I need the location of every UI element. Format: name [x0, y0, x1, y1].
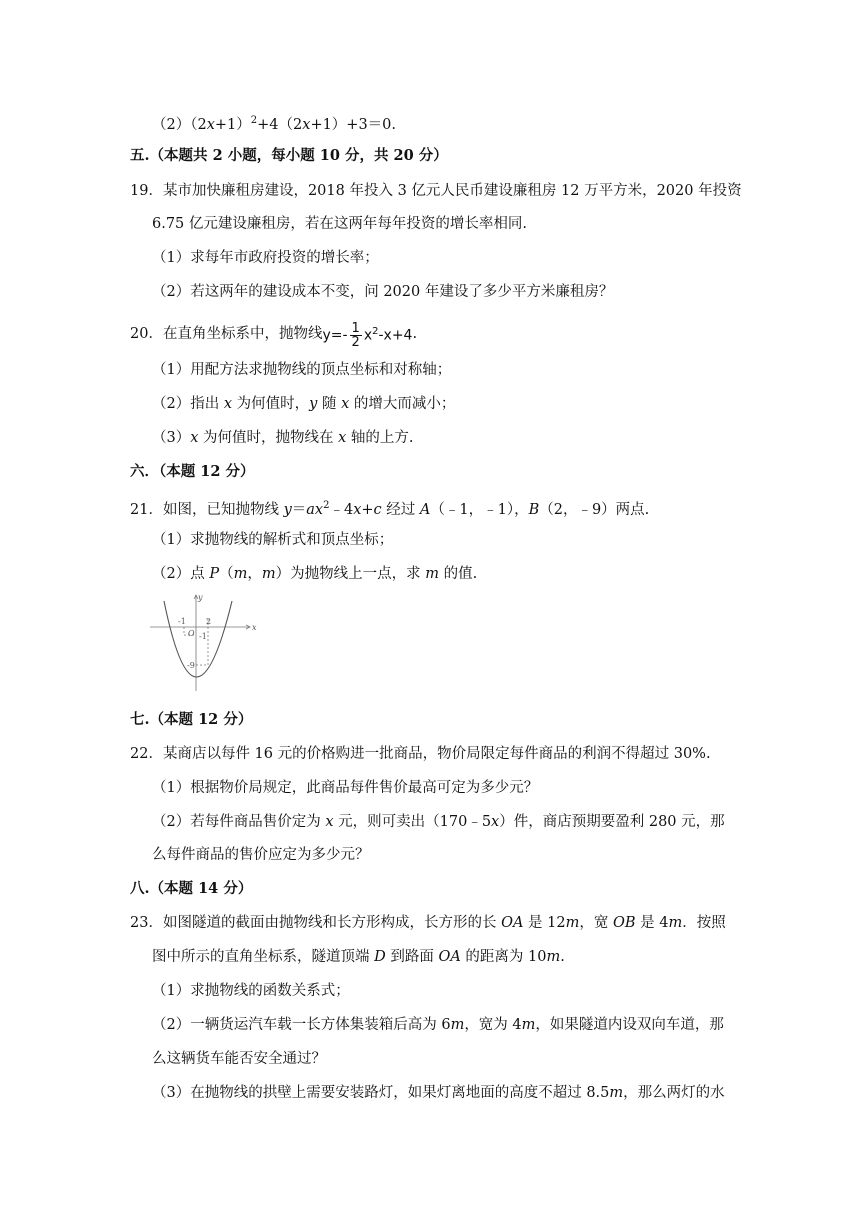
- text: （: [219, 566, 234, 582]
- var-x: x: [302, 116, 311, 133]
- q18-text-c: +4（2: [257, 116, 303, 133]
- q22-part2: [152, 812, 725, 832]
- text: ．按照: [682, 915, 726, 931]
- q23-part1: （1）求抛物线的函数关系式；: [152, 983, 350, 999]
- point-a: A: [419, 501, 431, 518]
- q21-stem: [130, 496, 649, 520]
- unit-m: m: [609, 1085, 624, 1101]
- point-b: B: [528, 501, 540, 518]
- var-y: y: [309, 396, 318, 412]
- text: 到路面: [385, 949, 439, 965]
- unit-m: m: [521, 1017, 536, 1033]
- q19-part1: （1）求每年市政府投资的增长率；: [152, 250, 379, 266]
- text: ）为抛物线上一点，求: [275, 566, 426, 582]
- graph-origin-label: O: [188, 629, 195, 638]
- text: 经过: [381, 501, 420, 518]
- text: （2）点: [152, 566, 210, 582]
- text: 是 4: [635, 915, 669, 931]
- var-x: x: [338, 430, 347, 446]
- text: ，宽为 4: [464, 1017, 522, 1033]
- var-m: m: [261, 566, 276, 582]
- text: （3）在抛物线的拱壁上需要安装路灯，如果灯离地面的高度不超过 8.5: [152, 1085, 610, 1101]
- unit-m: m: [565, 915, 580, 931]
- text: 的增大而减小；: [349, 396, 456, 412]
- q23-part3: [152, 1083, 725, 1103]
- graph-label-2: 2: [206, 617, 212, 626]
- q23-part2-line2: 么这辆货车能否安全通过？: [152, 1051, 326, 1067]
- text: （2）一辆货运汽车载一长方体集装箱后高为 6: [152, 1017, 451, 1033]
- text: 为何值时，: [232, 396, 310, 412]
- q19-line2: 6.75 亿元建设廉租房，若在这两年每年投资的增长率相同.: [152, 216, 528, 232]
- var-x: x: [341, 396, 350, 412]
- section-8-heading: 八.（本题 14 分）: [130, 880, 253, 897]
- q23-part2: [152, 1015, 724, 1035]
- formula-y: y=-: [322, 327, 348, 344]
- var-x: x: [206, 116, 215, 133]
- var-m: m: [233, 566, 248, 582]
- text: ，: [247, 566, 262, 582]
- var-x: x: [491, 814, 500, 830]
- text: 随: [317, 396, 342, 412]
- q20-formula: [322, 317, 412, 351]
- section-7-heading: 七.（本题 12 分）: [130, 711, 253, 728]
- var-m: m: [425, 566, 439, 582]
- q18-text-a: （2）（2: [152, 116, 207, 133]
- text: ，宽: [579, 915, 613, 931]
- q20-prefix: 20．在直角坐标系中，抛物线: [130, 325, 323, 342]
- q19-part2: （2）若这两年的建设成本不变，问 2020 年建设了多少平方米廉租房？: [152, 284, 614, 300]
- text: 的距离为 10: [460, 949, 547, 965]
- text: ）件，商店预期要盈利 280 元，那: [499, 814, 725, 830]
- q19-line1: 19．某市加快廉租房建设，2018 年投入 3 亿元人民币建设廉租房 12 万平方米，2020 年投资: [130, 183, 742, 199]
- formula-x: x: [363, 327, 373, 344]
- q18-part2: [152, 111, 396, 135]
- text: ，那么两灯的水: [623, 1085, 725, 1101]
- text: （2，﹣9）两点.: [539, 501, 650, 518]
- section-6-heading: 六．（本题 12 分）: [130, 463, 255, 480]
- exponent: 2: [323, 500, 330, 511]
- q20-part2: [152, 394, 455, 414]
- var-c: c: [373, 501, 382, 518]
- section-5-heading: 五.（本题共 2 小题，每小题 10 分，共 20 分）: [130, 147, 448, 164]
- var-x: x: [190, 430, 199, 446]
- q20-part3: [152, 428, 414, 448]
- q20-part1: （1）用配方法求抛物线的顶点坐标和对称轴；: [152, 362, 452, 378]
- text: 是 12: [523, 915, 566, 931]
- fraction-denominator: 2: [351, 335, 360, 351]
- q22-part1: （1）根据物价局规定，此商品每件售价最高可定为多少元？: [152, 780, 539, 796]
- unit-m: m: [546, 949, 561, 965]
- exponent: 2: [372, 326, 379, 337]
- q23-line2: [152, 947, 565, 967]
- segment-ob: OB: [612, 915, 636, 931]
- var-x: x: [325, 814, 334, 830]
- fraction-numerator: 1: [351, 321, 360, 337]
- text: ﹣4: [329, 501, 354, 518]
- text: 轴的上方.: [346, 430, 414, 446]
- q23-line1: [130, 913, 726, 933]
- q20-suffix: .: [412, 325, 418, 342]
- unit-m: m: [668, 915, 683, 931]
- point-d: D: [374, 949, 386, 965]
- text: 21．如图，已知抛物线: [130, 501, 284, 518]
- q21-part2: [152, 564, 477, 584]
- formula-rest: -x+4: [378, 327, 413, 344]
- segment-oa: OA: [501, 915, 524, 931]
- parabola-curve: [164, 601, 232, 677]
- q21-part1: （1）求抛物线的解析式和顶点坐标；: [152, 532, 394, 548]
- q18-text-d: +1）+3＝0.: [310, 116, 397, 133]
- q22-line1: 22．某商店以每件 16 元的价格购进一批商品，物价局限定每件商品的利润不得超过 30%.: [130, 746, 711, 762]
- q22-part2-line2: 么每件商品的售价应定为多少元？: [152, 847, 370, 863]
- var-x: x: [353, 501, 362, 518]
- text: 23．如图隧道的截面由抛物线和长方形构成，长方形的长: [130, 915, 502, 931]
- graph-label-neg9: -9: [187, 661, 195, 670]
- text: +: [361, 501, 374, 518]
- text: .: [560, 949, 565, 965]
- text: 的值.: [438, 566, 478, 582]
- q18-text-b: +1）: [214, 116, 251, 133]
- text: 图中所示的直角坐标系，隧道顶端: [152, 949, 375, 965]
- text: （2）若每件商品售价定为: [152, 814, 326, 830]
- text: （3）: [152, 430, 191, 446]
- fraction: [350, 322, 362, 349]
- graph-x-label: x: [252, 623, 257, 632]
- graph-label-neg1-y: -1: [199, 632, 207, 641]
- graph-label-neg1-x: -1: [178, 617, 186, 626]
- text: ，如果隧道内设双向车道，那: [535, 1017, 724, 1033]
- unit-m: m: [450, 1017, 465, 1033]
- var-y: y: [283, 501, 292, 518]
- var-ax: ax: [306, 501, 324, 518]
- text: ＝: [291, 501, 307, 518]
- q20-stem: [130, 317, 417, 351]
- exponent: 2: [250, 115, 258, 126]
- point-p: P: [209, 566, 220, 582]
- var-x: x: [223, 396, 233, 412]
- parabola-figure: [150, 593, 260, 693]
- text: （2）指出: [152, 396, 224, 412]
- text: （﹣1，﹣1），: [430, 501, 529, 518]
- segment-oa: OA: [438, 949, 461, 965]
- text: 元，则可卖出（170﹣5: [333, 814, 492, 830]
- text: 为何值时，抛物线在: [198, 430, 339, 446]
- graph-y-label: y: [198, 593, 203, 602]
